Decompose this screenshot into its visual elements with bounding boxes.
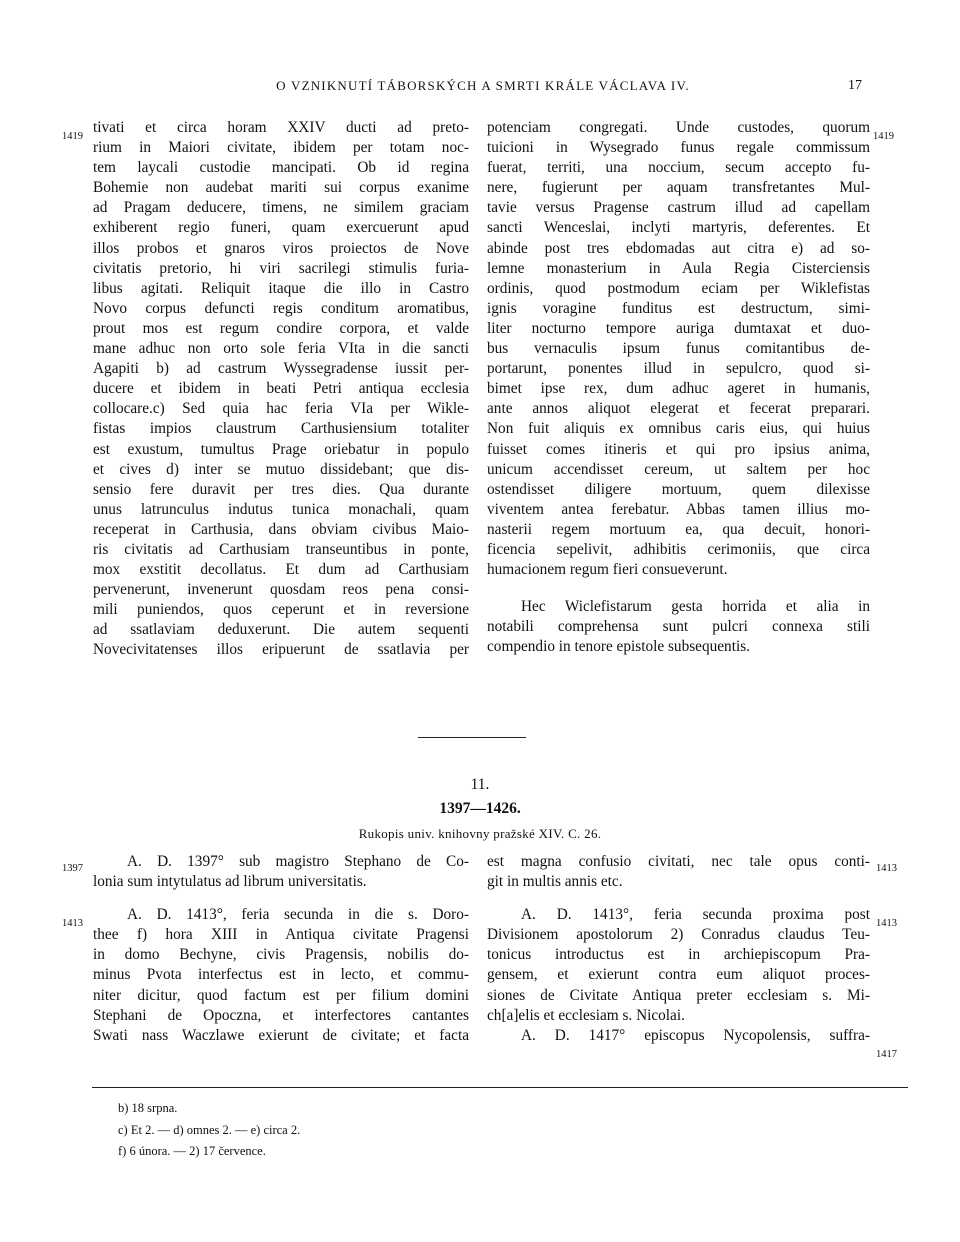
text-line: A. D. 1417° episcopus Nycopolensis, suffra- — [521, 1026, 870, 1044]
text-line: et cives d) inter se mutuo dissidebant; que dis- — [93, 460, 469, 478]
text-line: siones de Civitate Antiqua preter ecclesiam s. Mi- — [487, 986, 870, 1004]
bottom-left-column — [93, 852, 469, 1046]
top-right-column — [487, 118, 870, 657]
text-line: humacionem regum fieri consueverunt. — [487, 561, 728, 579]
text-line: ad ssatlaviam deduxerunt. Die autem sequenti — [93, 621, 469, 639]
text-line: fuerat, territi, una noccium, secum accepto fu- — [487, 159, 870, 177]
text-line: collocare.c) Sed quia hac feria VIa per Wikle- — [93, 400, 469, 418]
text-line: nasterii regem mortuum ea, qua decuit, honori- — [487, 520, 870, 538]
text-line: abinde post tres ebdomadas aut citra e) ad so- — [487, 239, 870, 257]
running-title: O VZNIKNUTÍ TÁBORSKÝCH A SMRTI KRÁLE VÁCLAVA IV. — [276, 78, 690, 93]
text-line: mili puniendos, quos ceperunt et in reversione — [93, 601, 469, 619]
text-line: potenciam congregati. Unde custodes, quorum — [487, 119, 870, 136]
paragraph — [93, 852, 469, 892]
page-number: 17 — [848, 78, 862, 93]
text-line: mox exstitit decollatus. Et dum ad Carthusiam — [93, 561, 469, 579]
text-line: Bohemie non audebat mariti sui corpus exanime — [93, 179, 469, 197]
text-line: receperat in Carthusia, dans obviam civibus Maio- — [93, 520, 469, 538]
text-line: tuicioni in Wysegrado funus regale commissum — [487, 139, 870, 157]
text-line: unicum accendisset cereum, ut saltem per hoc — [487, 460, 870, 478]
text-line: unus latrunculus indutus tunica monachali, quam — [93, 500, 469, 518]
text-line: Swati nass Waczlawe exierunt de civitate; et facta — [93, 1026, 469, 1044]
document-number: 11. — [470, 776, 490, 793]
footnote-3: f) 6 února. — 2) 17 července. — [118, 1144, 266, 1158]
text-line: portarunt, ponentes illud in sepulcro, quod si- — [487, 360, 870, 378]
margin-year-1413-right-a: 1413 — [876, 863, 897, 874]
text-line: nere, fugierunt per aquam transfretantes Mul- — [487, 179, 870, 197]
text-line: bus vernaculis ipsum funus comitantibus de- — [487, 340, 870, 358]
paragraph — [93, 905, 469, 1046]
text-line: fuisset comes itineris et qui pro ipsius anima, — [487, 440, 870, 458]
text-line: git in multis annis etc. — [487, 873, 623, 891]
text-line: est magna confusio civitati, nec tale opus conti- — [487, 853, 870, 870]
text-line: A. D. 1413°, feria secunda proxima post — [521, 906, 870, 924]
margin-year-left: 1419 — [62, 131, 83, 142]
text-line: prout mos est regum condire corpora, et valde — [93, 319, 469, 337]
text-line: Novo corpus defuncti regis conditum aromatibus, — [93, 299, 469, 317]
text-line: thee f) hora XIII in Antiqua civitate Pragensi — [93, 926, 469, 944]
text-line: in domo Bechyne, civis Pragensis, nobilis do- — [93, 946, 469, 964]
text-line: compendio in tenore epistole subsequentis. — [487, 638, 750, 656]
document-source: Rukopis univ. knihovny pražské XIV. C. 26. — [358, 826, 602, 841]
text-line: ris civitatis ad Carthusiam transeuntibus in ponte, — [93, 540, 469, 558]
text-line: ch[a]elis et ecclesiam s. Nicolai. — [487, 1006, 685, 1024]
paragraph — [487, 852, 870, 892]
footnote-2: c) Et 2. — d) omnes 2. — e) circa 2. — [118, 1123, 301, 1137]
margin-year-right: 1419 — [873, 131, 894, 142]
text-line: lemne monasterium in Aula Regia Cisterciensis — [487, 259, 870, 277]
paragraph — [487, 905, 870, 1026]
text-line: sensio fere duravit per tres dies. Qua durante — [93, 480, 469, 498]
text-line: tivati et circa horam XXIV ducti ad preto- — [93, 119, 469, 136]
text-line: Divisionem apostolorum 2) Conradus claudus Teu- — [487, 926, 870, 944]
paragraph — [487, 597, 870, 657]
text-line: niter dicitur, quod factum est per filium domini — [93, 986, 469, 1004]
text-line: lonia sum intytulatus ad librum universitatis. — [93, 873, 367, 891]
paragraph — [93, 118, 469, 661]
text-line: Agapiti b) ad castrum Wyssegradense iussit per- — [93, 360, 469, 378]
text-line: ficencia sepelivit, adhibitis cerimoniis, que circa — [487, 540, 870, 558]
text-line: ad Pragam deducere, timens, ne similem graciam — [93, 199, 469, 217]
text-line: Non fuit aliquis ex omnibus caris eius, qui huius — [487, 420, 870, 438]
text-line: est exustum, tumultus Prage oriebatur in populo — [93, 440, 469, 458]
text-line: Novecivitatenses illos eripuerunt de ssatlavia per — [93, 641, 469, 659]
text-line: A. D. 1397° sub magistro Stephano de Co- — [127, 853, 469, 870]
margin-year-1397: 1397 — [62, 863, 83, 874]
text-line: A. D. 1413°, feria secunda in die s. Doro- — [127, 906, 469, 924]
text-line: civitatis pretorio, hi viri sacrilegi stimulis furia- — [93, 259, 469, 277]
text-line: bimet ipse rex, dum adhuc ageret in humanis, — [487, 380, 870, 398]
text-line: gensem, et exierunt contra eum aliquot proces- — [487, 966, 870, 984]
text-line: liter nocturno tempore auriga dumtaxat et duo- — [487, 319, 870, 337]
text-line: ignis voragine funditus est destructum, simi- — [487, 299, 870, 317]
margin-year-1413-left: 1413 — [62, 918, 83, 929]
paragraph — [487, 1026, 870, 1046]
text-line: libus agitati. Reliquit itaque die illo in Castro — [93, 279, 469, 297]
text-line: tavie versus Pragense castrum illud ad capellam — [487, 199, 870, 217]
text-line: mane adhuc non orto sole feria VIta in die sancti — [93, 340, 469, 358]
margin-year-1417: 1417 — [876, 1049, 897, 1060]
section-divider — [418, 737, 526, 738]
top-left-column — [93, 118, 469, 661]
text-line: pervenerunt, invenerunt quosdam reos pena consi- — [93, 581, 469, 599]
footnote-rule — [92, 1087, 908, 1088]
document-years: 1397—1426. — [439, 800, 521, 817]
text-line: ordinis, quod postmodum eciam per Wiklefistas — [487, 279, 870, 297]
text-line: ostendisset diligere mortuum, quem dilexisse — [487, 480, 870, 498]
text-line: ducere et ibidem in beati Petri antiqua ecclesia — [93, 380, 469, 398]
margin-year-1413-right-b: 1413 — [876, 918, 897, 929]
text-line: Hec Wiclefistarum gesta horrida et alia in — [521, 598, 870, 616]
footnote-1: b) 18 srpna. — [118, 1101, 178, 1115]
text-line: minus Pvota interfectus est in lecto, et commu- — [93, 966, 469, 984]
text-line: tem laycali custodie mancipati. Ob id regina — [93, 159, 469, 177]
text-line: fistas impios claustrum Carthusiensium totaliter — [93, 420, 469, 438]
text-line: sancti Wenceslai, inclyti martyris, deferentes. Et — [487, 219, 870, 237]
text-line: exhiberent regio funeri, quam exercuerunt apud — [93, 219, 469, 237]
paragraph — [487, 118, 870, 580]
text-line: notabili comprehensa sunt pulcri connexa stili — [487, 618, 870, 636]
text-line: Stephani de Opoczna, et interfectores cantantes — [93, 1006, 469, 1024]
text-line: illos probos et gnaros viros proiectos de Nove — [93, 239, 469, 257]
text-line: ante annos aliquot elegerat et fecerat preparari. — [487, 400, 870, 418]
text-line: viventem antea ferebatur. Abbas tamen illius mo- — [487, 500, 870, 518]
text-line: tonicus introductus est in archiepiscopum Pra- — [487, 946, 870, 964]
bottom-right-column — [487, 852, 870, 1046]
text-line: rium in Maiori civitate, ibidem per totam noc- — [93, 139, 469, 157]
